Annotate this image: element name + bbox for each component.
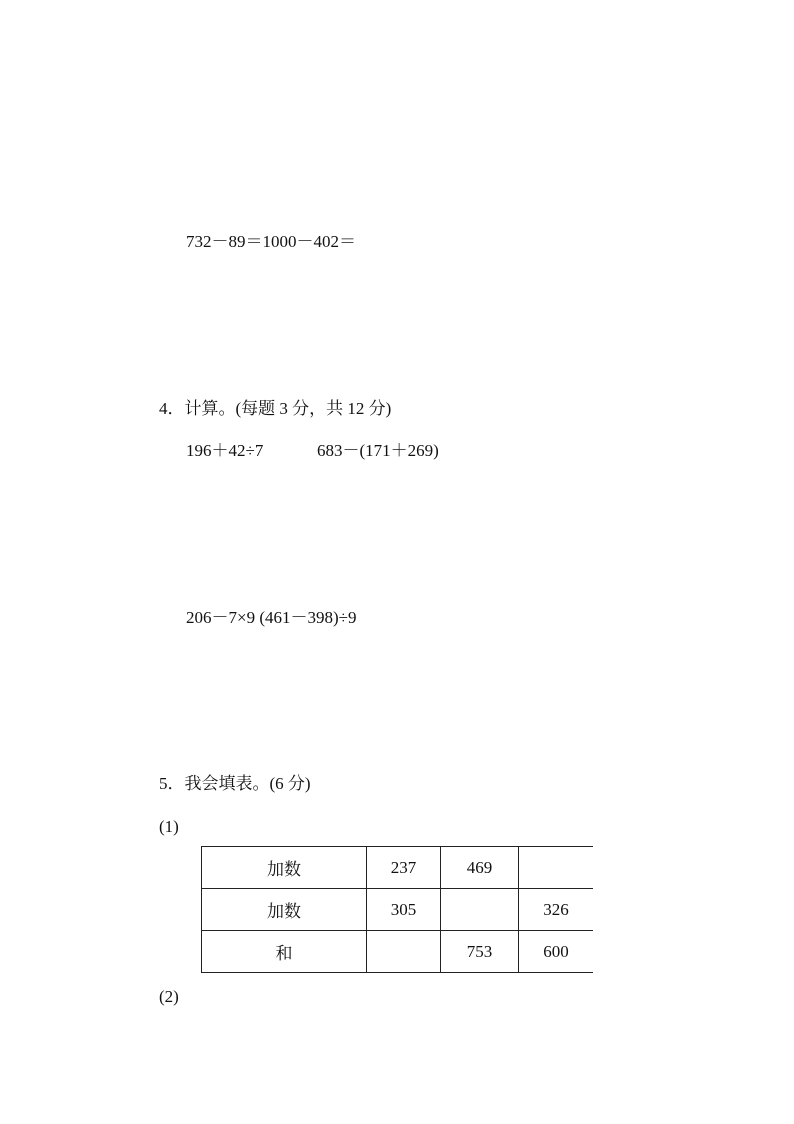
q4-problems-row-2: 206－7×9 (461－398)÷9 (186, 608, 357, 627)
table-cell: 305 (367, 889, 441, 931)
table-row (202, 931, 594, 973)
row-label: 加数 (202, 889, 367, 931)
table-cell-blank[interactable] (519, 847, 594, 889)
table-row (202, 847, 594, 889)
q4-problem-2: 683－(171＋269) (317, 441, 439, 460)
table-cell: 469 (441, 847, 519, 889)
question-5-heading: 5．我会填表。(6 分) (159, 774, 311, 793)
question-4-heading: 4．计算。(每题 3 分，共 12 分) (159, 399, 392, 418)
row-label: 加数 (202, 847, 367, 889)
part-1-label: (1) (159, 817, 179, 836)
table-cell: 326 (519, 889, 594, 931)
part-2-label: (2) (159, 987, 179, 1006)
calculation-line: 732－89＝1000－402＝ (186, 232, 356, 251)
table-cell: 753 (441, 931, 519, 973)
q4-problem-1: 196＋42÷7 (186, 441, 264, 460)
table-cell: 600 (519, 931, 594, 973)
table-cell: 237 (367, 847, 441, 889)
addition-fill-table (201, 846, 593, 973)
row-label: 和 (202, 931, 367, 973)
table-row (202, 889, 594, 931)
table-cell-blank[interactable] (367, 931, 441, 973)
table-cell-blank[interactable] (441, 889, 519, 931)
